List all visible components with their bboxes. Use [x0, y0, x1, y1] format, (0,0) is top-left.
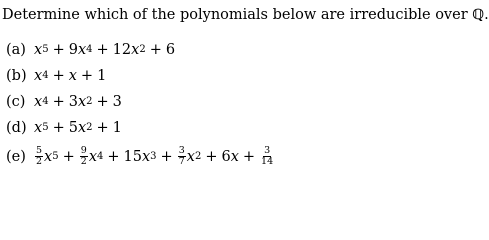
prompt-period: .: [484, 7, 489, 23]
prompt-text: Determine which of the polynomials below are irreducible over: [2, 7, 473, 23]
polynomial-expression-b: x 4 + x + 1: [34, 68, 107, 84]
variable-x: x: [34, 68, 43, 84]
plus-operator: +: [107, 148, 120, 165]
polynomial-item-e: [6, 146, 275, 167]
coefficient: 5: [68, 120, 78, 136]
item-label-e: (e): [6, 148, 26, 165]
constant-term: 1: [97, 68, 107, 84]
coefficient: 9: [68, 42, 78, 58]
polynomial-item-b: [6, 67, 106, 85]
fraction-denominator: 7: [178, 156, 185, 167]
variable-x: x: [77, 42, 87, 58]
item-label-c: (c): [6, 94, 26, 110]
polynomial-expression-d: x 5 + 5 x 2 + 1: [34, 120, 122, 136]
polynomial-item-c: [6, 93, 122, 111]
polynomial-expression-c: x 4 + 3 x 2 + 3: [34, 94, 122, 110]
plus-operator: +: [149, 42, 162, 58]
plus-operator: +: [62, 148, 75, 165]
variable-x: x: [141, 148, 151, 165]
fraction-denominator: 2: [36, 156, 43, 167]
fraction-coefficient: [80, 146, 88, 167]
variable-x: x: [186, 148, 195, 165]
plus-operator: +: [160, 148, 173, 165]
constant-term: 6: [165, 42, 176, 58]
plus-operator: +: [52, 94, 65, 110]
variable-x: x: [131, 42, 140, 58]
fraction-numerator: 3: [178, 145, 185, 156]
variable-x: x: [34, 42, 43, 58]
plus-operator: +: [242, 148, 256, 165]
fraction-denominator: 2: [80, 156, 87, 167]
item-label-d: (d): [6, 120, 27, 136]
variable-x: x: [230, 148, 239, 165]
plus-operator: +: [52, 68, 65, 84]
constant-term: 3: [112, 94, 122, 110]
variable-x: x: [68, 68, 77, 84]
fraction-numerator: 5: [36, 145, 43, 156]
plus-operator: +: [80, 68, 94, 84]
fraction-numerator: 3: [264, 145, 271, 156]
plus-operator: +: [96, 94, 109, 110]
variable-x: x: [34, 120, 43, 136]
fraction-coefficient: [35, 146, 43, 167]
plus-operator: +: [52, 42, 65, 58]
rationals-symbol: ℚ: [472, 7, 485, 23]
plus-operator: +: [205, 148, 218, 165]
polynomial-item-a: [6, 41, 175, 59]
polynomial-item-d: [6, 119, 122, 137]
item-label-a: (a): [6, 42, 26, 58]
problem-prompt: [2, 6, 489, 24]
polynomial-expression-e: $\frac{5}{2}$ x 5 + $\frac{9}{2}$ x 4 + 15 x 3 + $\frac{3}{7}$ x 2 + 6 x + $\frac{3}{14}$: [36, 145, 274, 167]
item-label-b: (b): [6, 68, 27, 84]
fraction-numerator: 9: [80, 145, 87, 156]
variable-x: x: [88, 148, 97, 165]
variable-x: x: [77, 94, 87, 110]
variable-x: x: [77, 120, 87, 136]
constant-term: 1: [112, 120, 122, 136]
fraction-coefficient: [178, 146, 186, 167]
variable-x: x: [44, 148, 53, 165]
coefficient: 12: [112, 42, 132, 58]
polynomial-expression-a: x 5 + 9 x 4 + 12 x 2 + 6: [34, 42, 176, 58]
coefficient: 6: [221, 148, 231, 165]
fraction-constant: [260, 146, 274, 167]
variable-x: x: [34, 94, 43, 110]
plus-operator: +: [96, 120, 109, 136]
fraction-denominator: 14: [261, 156, 274, 167]
plus-operator: +: [52, 120, 65, 136]
plus-operator: +: [96, 42, 109, 58]
coefficient: 3: [68, 94, 78, 110]
coefficient: 15: [123, 148, 142, 165]
